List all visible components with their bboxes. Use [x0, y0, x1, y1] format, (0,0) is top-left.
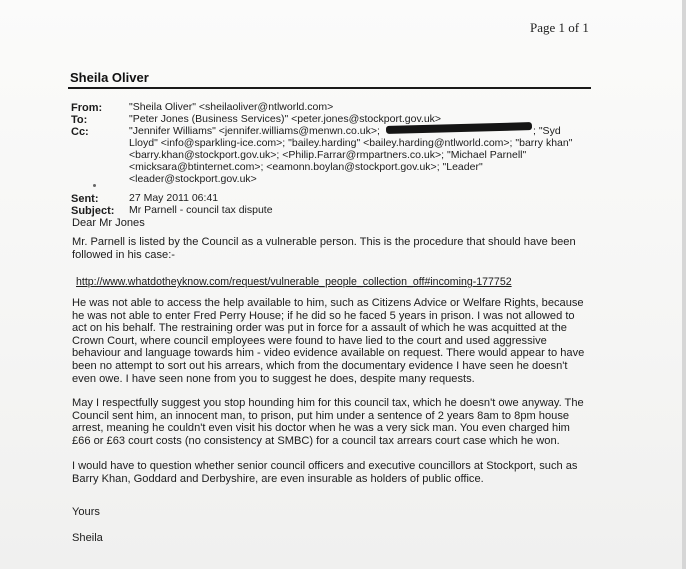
text-line: May I respectfully suggest you stop hounding him for this council tax, which he doesn't owe anyway. The — [72, 397, 584, 409]
to-label: To: — [71, 114, 88, 126]
cc-line: <leader@stockport.gov.uk> — [129, 173, 257, 185]
text-line: he was not able to enter Fred Perry House; if he did so he faced 5 years in prison. I was not allowed to — [72, 309, 575, 322]
text-line: He was not able to access the help available to him, such as Citizens Advice or Welfare Rights, because — [72, 297, 584, 309]
salutation: Dear Mr Jones — [72, 217, 145, 229]
text-line: Barry Khan, Goddard and Derbyshire, are even insurable as holders of public office. — [72, 472, 484, 485]
text-line: been no attempt to sort out his arrears, which from the documentary evidence I have seen he doesn't — [72, 359, 568, 372]
signature: Sheila — [72, 532, 103, 544]
cc-line: "Jennifer Williams" <jennifer.williams@menwn.co.uk>; — [129, 125, 380, 137]
cc-label: Cc: — [71, 126, 89, 138]
paragraph-insurability — [72, 460, 592, 485]
text-line: act on his behalf. The restraining order was put in force for a assault of which he was acquitted at the — [72, 322, 567, 335]
text-line: Council sent him, an innocent man, to prison, put him under a sentence of 2 years 8am to 8pm house — [72, 409, 570, 422]
paragraph-help-access — [72, 297, 592, 385]
heading-divider — [68, 87, 591, 89]
page-number: Page 1 of 1 — [530, 20, 589, 35]
text-line: arrest, meaning he couldn't even visit his doctor when he was a very sick man. You even charged him — [72, 422, 570, 435]
sent-label: Sent: — [71, 193, 99, 205]
paragraph-council-tax — [72, 397, 592, 447]
scan-speck — [93, 184, 96, 187]
text-line: followed in his case:- — [72, 248, 175, 261]
cc-line: <micksara@btinternet.com>; <eamonn.boylan@stockport.gov.uk>; "Leader" — [129, 161, 483, 173]
cc-line-tail: ; "Syd — [533, 125, 561, 137]
closing: Yours — [72, 506, 100, 518]
cc-line: <barry.khan@stockport.gov.uk>; <Philip.Farrar@rmpartners.co.uk>; "Michael Parnell" — [129, 149, 527, 161]
subject-label: Subject: — [71, 205, 115, 217]
text-line: £66 or £63 court costs (no consistency at SMBC) for a council tax arrears court case which he won. — [72, 434, 560, 447]
text-line: Mr. Parnell is listed by the Council as a vulnerable person. This is the procedure that should have been — [72, 236, 576, 248]
sender-name-heading: Sheila Oliver — [70, 70, 149, 85]
from-value: "Sheila Oliver" <sheilaoliver@ntlworld.com> — [129, 101, 334, 113]
text-line: even owe. I have seen none from you to suggest he does, despite many requests. — [72, 372, 475, 385]
text-line: Crown Court, where council employees were found to have lied to the court and used aggressive — [72, 334, 547, 347]
text-line: behaviour and language towards him - video evidence available on request. There would appear to have — [72, 347, 585, 360]
request-link[interactable]: http://www.whatdotheyknow.com/request/vulnerable_people_collection_off#incoming-177752 — [76, 276, 512, 288]
text-line: I would have to question whether senior council officers and executive councillors at Stockport, such as — [72, 460, 578, 472]
from-label: From: — [71, 102, 103, 114]
scan-edge — [682, 0, 686, 569]
cc-line: Lloyd" <info@sparkling-ice.com>; "bailey.harding" <bailey.harding@ntlworld.com>; "barry khan" — [129, 137, 573, 149]
to-value: "Peter Jones (Business Services)" <peter.jones@stockport.gov.uk> — [129, 113, 442, 125]
sent-value: 27 May 2011 06:41 — [129, 192, 219, 204]
intro-paragraph — [72, 236, 592, 261]
subject-value: Mr Parnell - council tax dispute — [129, 204, 273, 216]
